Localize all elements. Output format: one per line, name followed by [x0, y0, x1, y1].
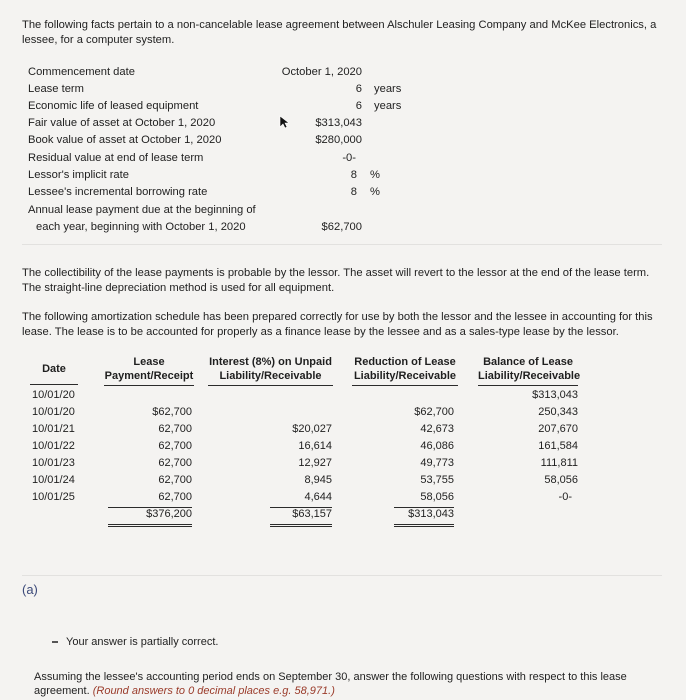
question-hint: (Round answers to 0 decimal places e.g. 58,971.) [92, 685, 335, 697]
feedback-message [52, 636, 218, 648]
fact-label: Lessor's implicit rate [28, 169, 129, 181]
cell-payment: 62,700 [158, 440, 192, 452]
header-interest-line2: Liability/Receivable [208, 370, 333, 386]
cell-payment: 62,700 [158, 423, 192, 435]
lease-facts [22, 54, 662, 245]
header-date: Date [30, 356, 78, 385]
cell-interest: 12,927 [298, 457, 332, 469]
fact-value: October 1, 2020 [281, 66, 362, 78]
fact-unit: years [374, 83, 402, 95]
total-payment-value: $376,200 [108, 506, 192, 527]
cell-interest: $20,027 [292, 423, 332, 435]
cell-reduction: 49,773 [420, 457, 454, 469]
header-payment-line1: Lease [133, 356, 165, 368]
cell-payment [108, 489, 192, 508]
cell-balance: 207,670 [538, 423, 578, 435]
fact-value: 6 [355, 83, 362, 95]
cell-interest-total [270, 506, 332, 527]
fact-unit: % [370, 186, 380, 198]
section-label: (a) [22, 582, 38, 597]
cell-payment: 62,700 [158, 457, 192, 469]
collectibility-text: The collectibility of the lease payments is probable by the lessor. The asset will revert to the lessor at the end of the lease term. The straight-line depreciation method is used for all equipment. [22, 267, 650, 294]
cell-date: 10/01/25 [32, 491, 75, 503]
header-reduction-line1: Reduction of Lease [354, 356, 456, 368]
cell-date: 10/01/20 [32, 406, 75, 418]
cell-payment: $62,700 [152, 406, 192, 418]
cell-interest-value: 4,644 [270, 489, 332, 508]
fact-label: Lessee's incremental borrowing rate [28, 186, 208, 198]
cell-reduction: $62,700 [414, 406, 454, 418]
cell-payment-total [108, 506, 192, 527]
fact-label: Annual lease payment due at the beginning of [28, 204, 256, 216]
feedback-text: Your answer is partially correct. [66, 636, 219, 648]
cell-date: 10/01/20 [32, 389, 75, 401]
fact-value: -0- [342, 152, 356, 164]
amortization-table [22, 345, 662, 576]
fact-label: Lease term [28, 83, 84, 95]
fact-value: $62,700 [321, 221, 362, 233]
total-interest-value: $63,157 [270, 506, 332, 527]
fact-label: Residual value at end of lease term [28, 152, 204, 164]
cell-balance: 111,811 [540, 457, 578, 469]
partial-correct-icon [52, 641, 58, 643]
fact-label: Book value of asset at October 1, 2020 [28, 134, 222, 146]
fact-label: each year, beginning with October 1, 2020 [36, 221, 246, 233]
question-body: Assuming the lessee's accounting period ends on September 30, answer the following questions with respect to this lease agreement. [34, 671, 627, 697]
fact-label: Economic life of leased equipment [28, 100, 199, 112]
cell-payment: 62,700 [158, 474, 192, 486]
question-text [34, 670, 654, 698]
fact-unit: % [370, 169, 380, 181]
cell-date: 10/01/24 [32, 474, 75, 486]
cell-date: 10/01/22 [32, 440, 75, 452]
fact-value: 6 [355, 100, 362, 112]
mouse-cursor-icon [279, 115, 289, 129]
cell-balance: $313,043 [532, 389, 578, 401]
header-balance-line1: Balance of Lease [483, 356, 573, 368]
fact-unit: years [374, 100, 402, 112]
cell-reduction-total [394, 506, 454, 527]
fact-value: $280,000 [315, 134, 362, 146]
header-payment-line2: Payment/Receipt [104, 370, 194, 386]
fact-label: Fair value of asset at October 1, 2020 [28, 117, 216, 129]
cell-reduction [394, 489, 454, 508]
cell-reduction: 46,086 [420, 440, 454, 452]
cell-interest [270, 489, 332, 508]
cell-balance: 250,343 [538, 406, 578, 418]
header-balance-line2: Liability/Receivable [478, 370, 578, 386]
total-reduction-value: $313,043 [394, 506, 454, 527]
cell-balance: -0- [558, 491, 572, 503]
intro-text: The following facts pertain to a non-cancelable lease agreement between Alschuler Leasing Company and McKee Electronics, a lessee, for a computer system. [22, 19, 657, 46]
cell-payment-value: 62,700 [108, 489, 192, 508]
fact-value: $313,043 [315, 117, 362, 129]
cell-interest: 16,614 [298, 440, 332, 452]
cell-reduction-value: 58,056 [394, 489, 454, 508]
header-reduction-line2: Liability/Receivable [352, 370, 458, 386]
fact-value: 8 [350, 169, 357, 181]
cell-reduction: 42,673 [420, 423, 454, 435]
cell-balance: 58,056 [544, 474, 578, 486]
fact-label: Commencement date [28, 66, 135, 78]
cell-date: 10/01/21 [32, 423, 75, 435]
header-interest-line1: Interest (8%) on Unpaid [209, 356, 332, 368]
cell-date: 10/01/23 [32, 457, 75, 469]
cell-reduction: 53,755 [420, 474, 454, 486]
cell-interest: 8,945 [304, 474, 332, 486]
fact-value: 8 [350, 186, 357, 198]
cell-balance: 161,584 [538, 440, 578, 452]
schedule-intro-text: The following amortization schedule has been prepared correctly for use by both the lessor and the lessee in accounting for this lease. The lease is to be accounted for properly as a finance lease by the lessee and as a sales-type lease by the lessor. [22, 311, 653, 338]
